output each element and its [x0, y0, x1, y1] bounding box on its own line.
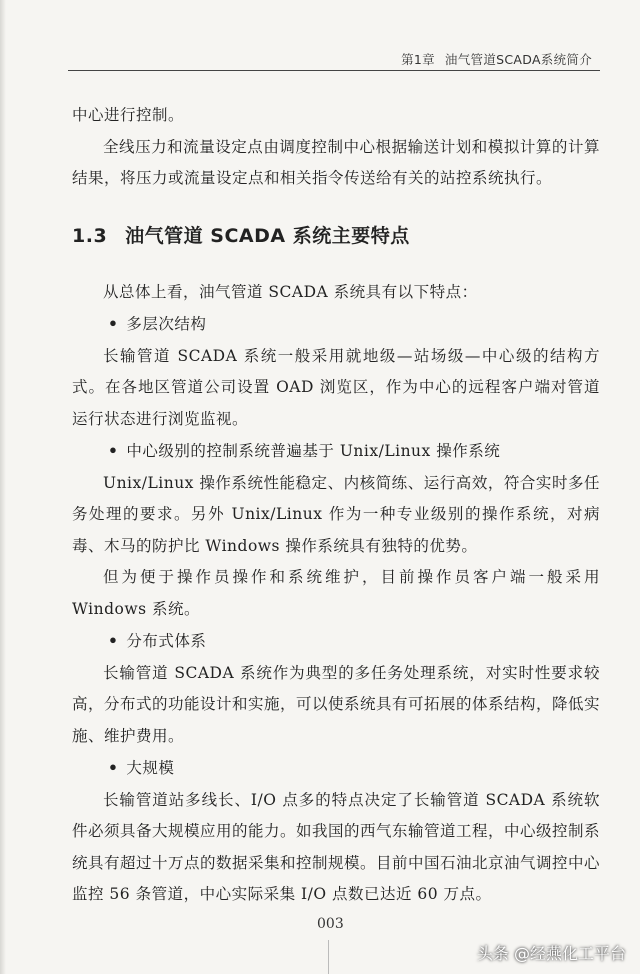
binding-mark [328, 940, 329, 974]
bullet-text: 大规模 [126, 759, 175, 777]
chapter-label: 第1章 [401, 52, 435, 67]
bullet-item [72, 625, 600, 658]
bullet-text: 中心级别的控制系统普遍基于 Unix/Linux 操作系统 [126, 442, 501, 460]
bullet-text: 分布式体系 [126, 632, 207, 650]
paragraph: 但为便于操作员操作和系统维护，目前操作员客户端一般采用 Windows 系统。 [72, 568, 600, 618]
paragraph: 从总体上看，油气管道 SCADA 系统具有以下特点： [103, 282, 478, 301]
paragraph: 长输管道 SCADA 系统一般采用就地级—站场级—中心级的结构方式。在各地区管道公司设置 OAD 浏览区，作为中心的远程客户端对管道运行状态进行浏览监视。 [72, 346, 600, 428]
bullet-icon: • [108, 441, 119, 460]
paragraph: 长输管道站多线长、I/O 点多的特点决定了长输管道 SCADA 系统软件必须具备大规模应用的能力。如我国的西气东输管道工程，中心级控制系统具有超过十万点的数据采集和控制规模。目前中国石油北京油气调控中心监控 56 条管道，中心实际采集 I/O 点数已达近 60 万点。 [72, 790, 601, 903]
bullet-item [72, 435, 600, 468]
paragraph: 中心进行控制。 [72, 106, 185, 124]
bullet-icon: • [108, 758, 119, 777]
section-title: 油气管道 SCADA 系统主要特点 [125, 224, 410, 247]
paragraph: Unix/Linux 操作系统性能稳定、内核简练、运行高效，符合实时多任务处理的要求。另外 Unix/Linux 作为一种专业级别的操作系统，对病毒、木马的防护比 Windows 操作系统具有独特的优势。 [72, 473, 600, 555]
section-heading [72, 221, 600, 251]
header-rule [68, 70, 600, 71]
bullet-icon: • [108, 631, 119, 650]
section-number: 1.3 [72, 224, 108, 247]
page-content [72, 100, 600, 911]
page-number: 003 [317, 916, 344, 932]
paragraph: 全线压力和流量设定点由调度控制中心根据输送计划和模拟计算的计算结果，将压力或流量设定点和相关指令传送给有关的站控系统执行。 [72, 137, 600, 187]
bullet-item [72, 308, 600, 341]
chapter-title: 油气管道SCADA系统简介 [444, 52, 592, 67]
source-watermark: 头条 @经燕化工平台 [476, 944, 626, 963]
paragraph: 长输管道 SCADA 系统作为典型的多任务处理系统，对实时性要求较高，分布式的功能设计和实施，可以使系统具有可拓展的体系结构，降低实施、维护费用。 [72, 663, 601, 745]
running-header [401, 50, 592, 68]
bullet-item [72, 752, 600, 785]
bullet-text: 多层次结构 [126, 315, 207, 333]
bullet-icon: • [108, 314, 119, 333]
page-gutter-shadow [0, 0, 6, 974]
